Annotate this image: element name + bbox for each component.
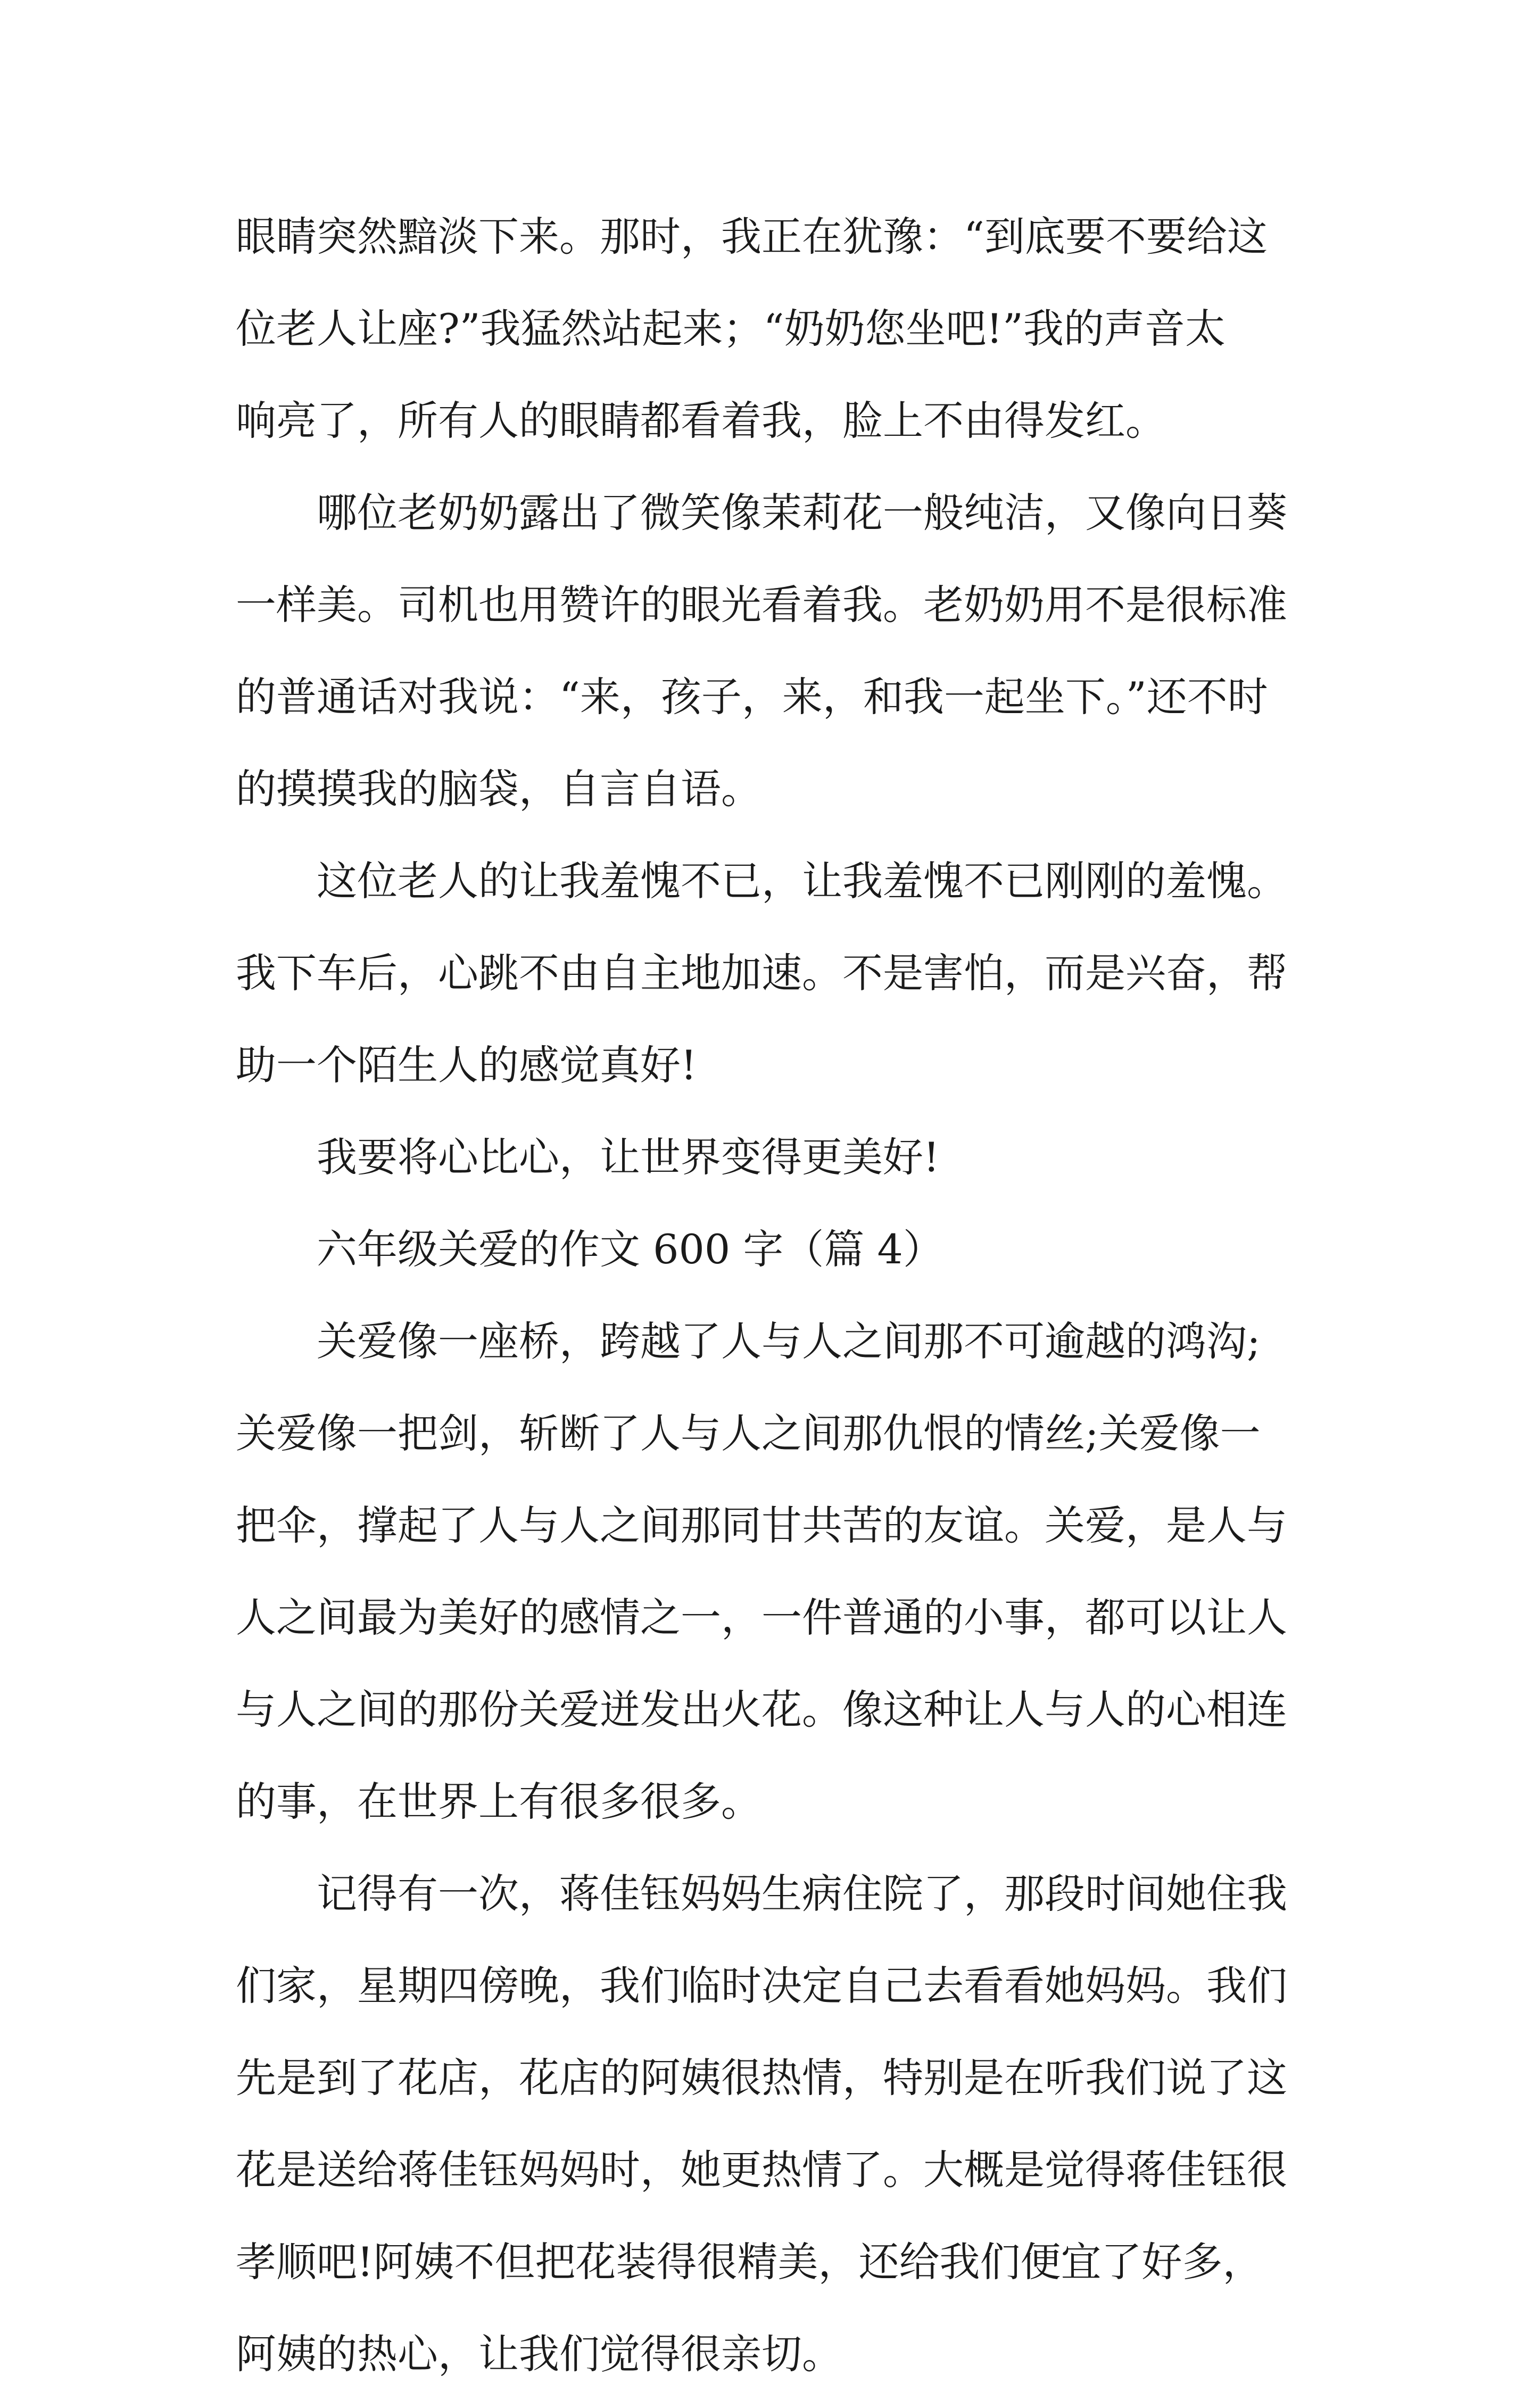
paragraph: [236, 1848, 1321, 2400]
text-line: 人之间最为美好的感情之一，一件普通的小事，都可以让人: [236, 1594, 1287, 1641]
text-line: 关爱像一把剑，斩断了人与人之间那仇恨的情丝;关爱像一: [236, 1410, 1261, 1457]
paragraph: [236, 1203, 1321, 1295]
text-line: 把伞，撑起了人与人之间那同甘共苦的友谊。关爱，是人与: [236, 1502, 1287, 1549]
text-line: 六年级关爱的作文 600 字（篇 4）: [317, 1226, 943, 1273]
paragraph: [236, 467, 1321, 835]
text-line: 的摸摸我的脑袋，自言自语。: [236, 765, 761, 813]
text-line: 的普通话对我说：“来，孩子，来，和我一起坐下。”还不时: [236, 673, 1268, 721]
text-line: 哪位老奶奶露出了微笑像茉莉花一般纯洁，又像向日葵: [317, 489, 1287, 536]
paragraph: [236, 1295, 1321, 1848]
text-line: 助一个陌生人的感觉真好!: [236, 1041, 697, 1089]
text-line: 这位老人的让我羞愧不已，让我羞愧不已刚刚的羞愧。: [317, 857, 1287, 905]
text-line: 花是送给蒋佳钰妈妈时，她更热情了。大概是觉得蒋佳钰很: [236, 2146, 1287, 2194]
paragraph: [236, 1111, 1321, 1203]
text-line: 关爱像一座桥，跨越了人与人之间那不可逾越的鸿沟;: [317, 1318, 1261, 1365]
text-line: 响亮了，所有人的眼睛都看着我，脸上不由得发红。: [236, 397, 1166, 444]
text-line: 眼睛突然黯淡下来。那时，我正在犹豫：“到底要不要给这: [236, 213, 1268, 260]
text-line: 孝顺吧!阿姨不但把花装得很精美，还给我们便宜了好多，: [236, 2238, 1263, 2286]
text-line: 我下车后，心跳不由自主地加速。不是害怕，而是兴奋，帮: [236, 949, 1287, 997]
paragraph: [236, 835, 1321, 1111]
text-line: 记得有一次，蒋佳钰妈妈生病住院了，那段时间她住我: [317, 1870, 1287, 1917]
text-line: 们家，星期四傍晚，我们临时决定自己去看看她妈妈。我们: [236, 1962, 1287, 2009]
paragraph: [236, 191, 1321, 467]
document-body: [236, 191, 1321, 2400]
text-line: 阿姨的热心，让我们觉得很亲切。: [236, 2330, 842, 2378]
text-line: 我要将心比心，让世界变得更美好!: [317, 1133, 940, 1181]
text-line: 位老人让座?”我猛然站起来；“奶奶您坐吧!”我的声音太: [236, 305, 1226, 352]
text-line: 先是到了花店，花店的阿姨很热情，特别是在听我们说了这: [236, 2054, 1287, 2101]
text-line: 的事，在世界上有很多很多。: [236, 1778, 761, 1825]
text-line: 与人之间的那份关爱迸发出火花。像这种让人与人的心相连: [236, 1686, 1287, 1733]
text-line: 一样美。司机也用赞许的眼光看着我。老奶奶用不是很标准: [236, 581, 1287, 628]
